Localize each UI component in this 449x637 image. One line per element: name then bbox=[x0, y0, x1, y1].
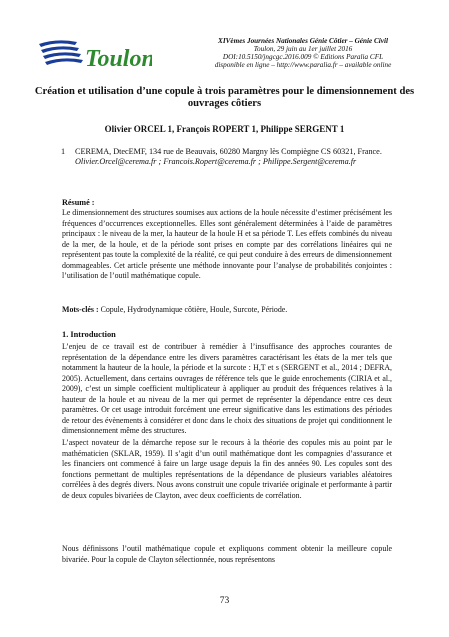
toulon-logo-icon bbox=[37, 36, 152, 74]
affiliation-emails: Olivier.Orcel@cerema.fr ; Francois.Ropert@cerema.fr ; Philippe.Sergent@cerema.fr bbox=[75, 157, 357, 167]
affiliation-number: 1 bbox=[61, 147, 66, 156]
conference-logo bbox=[37, 36, 152, 74]
keywords-list: Copule, Hydrodynamique côtière, Houle, Surcote, Période. bbox=[100, 305, 288, 314]
conference-info bbox=[168, 37, 438, 69]
availability-line: disponible en ligne – http://www.paralia.fr – available online bbox=[214, 61, 392, 69]
abstract-text: Le dimensionnement des structures soumises aux actions de la houle nécessite d’estimer précisément les fréquences d’occurrences exceptionnelles. Elles sont généralement déterminées à l’aide de paramètres principaux : le niveau de la mer, la hauteur de la houle H et sa période T. Les effets combinés du niveau de la mer, de la houle, et de la période sont prises en compte par des corrélations linéaires qui ne représentent pas toute la complexité de la réalité, ce qui peut conduire à des erreurs de dimensionnement dommageables. Cet article présente une méthode innovante pour l’analyse de probabilités conjointes : l’utilisation de l’outil mathématique copule. bbox=[62, 208, 392, 280]
doi-line: DOI:10.5150/jngcgc.2016.009 © Editions Paralia CFL bbox=[222, 53, 384, 61]
header bbox=[0, 0, 449, 80]
intro-paragraph-3: Nous définissons l’outil mathématique copule et expliquons comment obtenir la meilleure copule bivariée. Pour la copule de Clayton sélectionnée, nous représentons bbox=[62, 544, 392, 564]
affiliation bbox=[62, 147, 407, 168]
section-heading: 1. Introduction bbox=[62, 330, 116, 339]
intro-paragraph-1: L’enjeu de ce travail est de contribuer à remédier à l’insuffisance des approches courantes de représentation de la dépendance entre les divers paramètres caractérisant les états de la mer tels que notamment la hauteur de la houle, la période et la surcote : H,T et s (SERGENT et al., 2014 ; DEFRA, 2005). Actuellement, dans certains ouvrages de référence tels que le guide enrochements (CIRIA et al., 2009), c’est un simple coefficient multiplicateur à appliquer au produit des fréquences relatives à la hauteur de la houle et au niveau de la mer qui permet de représenter la dépendance entre ces deux paramètres. Or cet usage introduit forcément une erreur significative dans les estimations des périodes de retour des évènements à considérer et donc dans le choix des situations de projet qui conditionnent le dimensionnement même des structures. bbox=[62, 342, 392, 435]
logo-text: Toulon bbox=[85, 46, 152, 72]
intro-paragraph-2: L’aspect novateur de la démarche repose sur le recours à la théorie des copules mis au point par le mathématicien (SKLAR, 1959). Il s’agit d’un outil mathématique dont les compagnies d’assurance et les financiers ont commencé à faire un large usage depuis la fin des années 90. Les copules sont des fonctions permettant de multiples représentations de la dépendance de plusieurs variables aléatoires corrélées à des degrés divers. Nous avons construit une copule trivariée originale et performante à partir de deux copules bivariées de Clayton, avec deux coefficients de corrélation. bbox=[62, 438, 392, 500]
conference-dates: Toulon, 29 juin au 1er juillet 2016 bbox=[253, 45, 353, 53]
paper-title: Création et utilisation d’une copule à trois paramètres pour le dimensionnement des ouvrages côtiers bbox=[34, 86, 415, 109]
authors: Olivier ORCEL 1, François ROPERT 1, Philippe SERGENT 1 bbox=[104, 124, 345, 134]
keywords bbox=[62, 305, 392, 316]
conference-title: XIVèmes Journées Nationales Génie Côtier – Génie Civil bbox=[218, 37, 388, 45]
keywords-label: Mots-clés : bbox=[62, 305, 99, 314]
abstract-heading: Résumé : bbox=[62, 198, 95, 207]
page-number: 73 bbox=[219, 596, 230, 606]
affiliation-address: CEREMA, DtecEMF, 134 rue de Beauvais, 60280 Margny lès Compiègne CS 60321, France. bbox=[75, 147, 382, 156]
